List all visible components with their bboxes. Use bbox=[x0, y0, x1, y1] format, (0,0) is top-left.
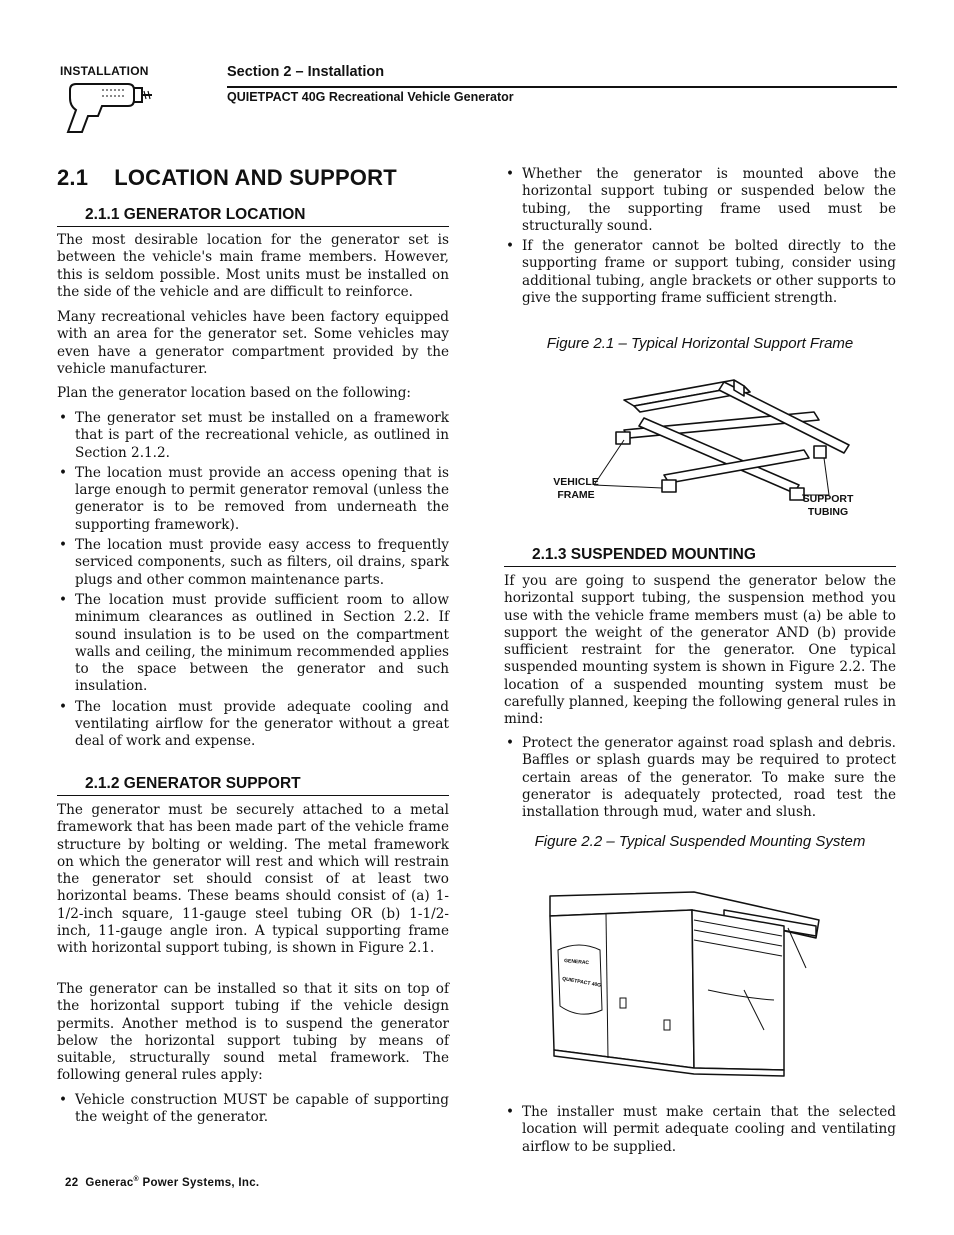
paragraph: The most desirable location for the generator set is between the vehicle's main frame members. However, this is seldom possible. Most units must be installed on the side of the vehicle and are difficult to reinforce. bbox=[57, 232, 449, 300]
bullet-list bbox=[504, 166, 896, 310]
running-header-subtitle: QUIETPACT 40G Recreational Vehicle Generator bbox=[227, 90, 514, 104]
list-item: • The generator set must be installed on a framework that is part of the recreational vehicle, as outlined in Section 2.1.2. bbox=[57, 410, 449, 462]
list-item: • Vehicle construction MUST be capable of supporting the weight of the generator. bbox=[57, 1092, 449, 1127]
figure-brand-text: GENERAC bbox=[563, 958, 590, 967]
paragraph: Plan the generator location based on the following: bbox=[57, 385, 412, 401]
list-item: • Whether the generator is mounted above the horizontal support tubing or suspended below the tubing, the supporting frame used must be structurally sound. bbox=[504, 166, 896, 235]
paragraph: If you are going to suspend the generator below the horizontal support tubing, the suspension method you use with the vehicle frame members must (a) be able to support the weight of the generator AND (b) provide sufficient restraint for the generator. One typical suspended mounting system is shown in Figure 2.2. The location of a suspended mounting system must be carefully planned, keeping the following general rules in mind: bbox=[504, 573, 896, 728]
subsection-heading-2-1-1: 2.1.1 GENERATOR LOCATION bbox=[57, 206, 449, 227]
list-item: • If the generator cannot be bolted directly to the supporting frame or support tubing, consider using additional tubing, angle brackets or other supports to give the supporting frame sufficient strength. bbox=[504, 238, 896, 307]
paragraph: Many recreational vehicles have been factory equipped with an area for the generator set. Some vehicles may even have a generator compartment provided by the vehicle manufacturer. bbox=[57, 309, 449, 377]
subsection-heading-2-1-2: 2.1.2 GENERATOR SUPPORT bbox=[57, 775, 449, 796]
bullet-list bbox=[504, 735, 896, 824]
suspended-mounting-figure bbox=[544, 880, 854, 1080]
list-item: • The location must provide easy access to frequently serviced components, such as filters, oil drains, spark plugs and other common maintenance parts. bbox=[57, 537, 449, 589]
page-number: 22 bbox=[65, 1176, 79, 1189]
subsection-heading-2-1-3: 2.1.3 SUSPENDED MOUNTING bbox=[504, 546, 896, 567]
list-item: • The location must provide adequate cooling and ventilating airflow for the generator without a great deal of work and expense. bbox=[57, 699, 449, 751]
figure-caption: Figure 2.1 – Typical Horizontal Support Frame bbox=[546, 335, 854, 352]
list-item: • Protect the generator against road splash and debris. Baffles or splash guards may be required to protect certain areas of the generator. To make sure the generator is adequately protected, road test the installation through mud, water and slush. bbox=[504, 735, 896, 821]
header-rule bbox=[227, 86, 897, 88]
footer-company: Generac bbox=[85, 1176, 134, 1189]
figure-label-vehicle-frame: VEHICLE FRAME bbox=[553, 476, 599, 501]
list-item: • The location must provide an access opening that is large enough to permit generator removal (unless the generator is to be removed from underneath the supporting framework). bbox=[57, 465, 449, 534]
installation-label: INSTALLATION bbox=[60, 64, 149, 78]
registered-mark: ® bbox=[133, 1176, 140, 1183]
figure-label-support-tubing: SUPPORT TUBING bbox=[802, 493, 854, 518]
section-heading bbox=[57, 165, 397, 191]
drill-icon bbox=[58, 76, 158, 134]
page-footer bbox=[65, 1176, 259, 1189]
footer-company-rest: Power Systems, Inc. bbox=[139, 1176, 260, 1189]
bullet-list bbox=[504, 1104, 896, 1159]
installation-badge bbox=[58, 62, 168, 132]
running-header-section: Section 2 – Installation bbox=[227, 64, 385, 80]
bullet-list bbox=[57, 1092, 449, 1130]
bullet-list bbox=[57, 410, 449, 754]
section-title: LOCATION AND SUPPORT bbox=[114, 165, 397, 190]
figure-caption: Figure 2.2 – Typical Suspended Mounting System bbox=[534, 833, 866, 850]
figure-model-text: QUIETPACT 40G bbox=[561, 976, 602, 989]
paragraph: The generator must be securely attached to a metal framework that has been made part of the vehicle frame structure by bolting or welding. The metal framework on which the generator will rest and which will restrain the generator set should consist of at least two horizontal beams. These beams should consist of (a) 1-1/2-inch square, 11-gauge steel tubing OR (b) 1-1/2-inch, 11-gauge angle iron. A typical supporting frame with horizontal support tubing, is shown in Figure 2.1. bbox=[57, 802, 449, 957]
list-item: • The location must provide sufficient room to allow minimum clearances as outlined in Section 2.2. If sound insulation is to be used on the compartment walls and ceiling, the minimum recommended applies to the space between the generator and such insulation. bbox=[57, 592, 449, 696]
paragraph: The generator can be installed so that it sits on top of the horizontal support tubing if the vehicle design permits. Another method is to suspend the generator below the horizontal support tubing by means of suitable, structurally sound metal framework. The following general rules apply: bbox=[57, 981, 449, 1084]
section-number: 2.1 bbox=[57, 165, 89, 190]
list-item: • The installer must make certain that the selected location will permit adequate cooling and ventilating airflow to be supplied. bbox=[504, 1104, 896, 1156]
